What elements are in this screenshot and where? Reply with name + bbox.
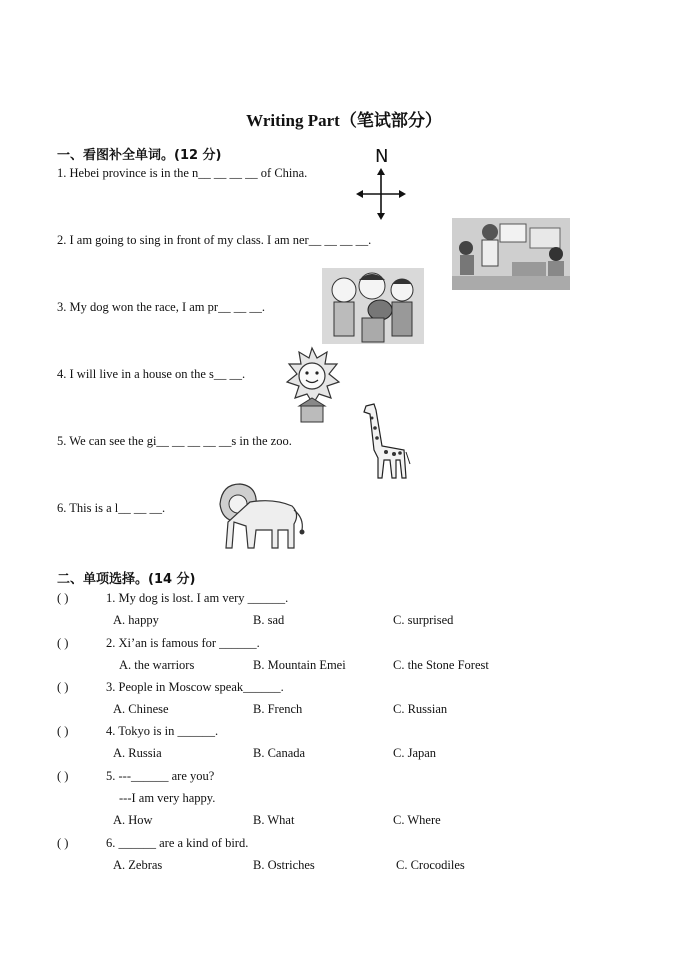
answer-bracket-5[interactable]: ( ) [57, 769, 69, 783]
mc-4-option-b: B. Canada [253, 746, 306, 760]
mc-5-option-a: A. How [113, 813, 153, 827]
answer-bracket-2[interactable]: ( ) [57, 636, 69, 650]
question-3: 3. My dog won the race, I am pr__ __ __. [57, 300, 265, 314]
question-2: 2. I am going to sing in front of my class. I am ner__ __ __ __. [57, 233, 372, 247]
mc-question-5-reply: ---I am very happy. [119, 791, 216, 805]
question-1: 1. Hebei province is in the n__ __ __ __ of China. [57, 166, 308, 180]
mc-1-option-b: B. sad [253, 613, 285, 627]
answer-bracket-6[interactable]: ( ) [57, 836, 69, 850]
question-4: 4. I will live in a house on the s__ __. [57, 367, 246, 381]
giraffe-picture [360, 400, 412, 482]
mc-5-option-c: C. Where [393, 813, 441, 827]
mc-6-option-a: A. Zebras [113, 858, 163, 872]
classroom-picture [452, 218, 570, 290]
answer-bracket-4[interactable]: ( ) [57, 724, 69, 738]
mc-4-option-a: A. Russia [113, 746, 162, 760]
lion-picture [214, 478, 308, 554]
section-heading-multiple-choice: 二、单项选择。(14 分) [57, 572, 196, 587]
mc-6-option-b: B. Ostriches [253, 858, 315, 872]
question-6: 6. This is a l__ __ __. [57, 501, 166, 515]
mc-6-option-c: C. Crocodiles [396, 858, 465, 872]
mc-5-option-b: B. What [253, 813, 295, 827]
mc-question-6: 6. ______ are a kind of bird. [106, 836, 249, 850]
mc-question-5: 5. ---______ are you? [106, 769, 215, 783]
section-heading-picture-words: 一、看图补全单词。(12 分) [57, 148, 222, 163]
question-5: 5. We can see the gi__ __ __ __ __s in the zoo. [57, 434, 292, 448]
answer-bracket-3[interactable]: ( ) [57, 680, 69, 694]
mc-3-option-a: A. Chinese [113, 702, 169, 716]
answer-bracket-1[interactable]: ( ) [57, 591, 69, 605]
mc-2-option-b: B. Mountain Emei [253, 658, 346, 672]
mc-question-3: 3. People in Moscow speak______. [106, 680, 284, 694]
page-title: Writing Part（笔试部分） [246, 111, 442, 130]
compass-picture [354, 148, 408, 224]
mc-2-option-c: C. the Stone Forest [393, 658, 489, 672]
kids-with-dog-picture [322, 268, 424, 344]
mc-3-option-b: B. French [253, 702, 303, 716]
mc-4-option-c: C. Japan [393, 746, 437, 760]
sun-house-picture [283, 344, 341, 424]
mc-1-option-a: A. happy [113, 613, 159, 627]
mc-3-option-c: C. Russian [393, 702, 448, 716]
mc-1-option-c: C. surprised [393, 613, 454, 627]
mc-2-option-a: A. the warriors [119, 658, 195, 672]
mc-question-4: 4. Tokyo is in ______. [106, 724, 219, 738]
mc-question-1: 1. My dog is lost. I am very ______. [106, 591, 289, 605]
mc-question-2: 2. Xi’an is famous for ______. [106, 636, 260, 650]
compass-north-label: N [375, 146, 389, 167]
